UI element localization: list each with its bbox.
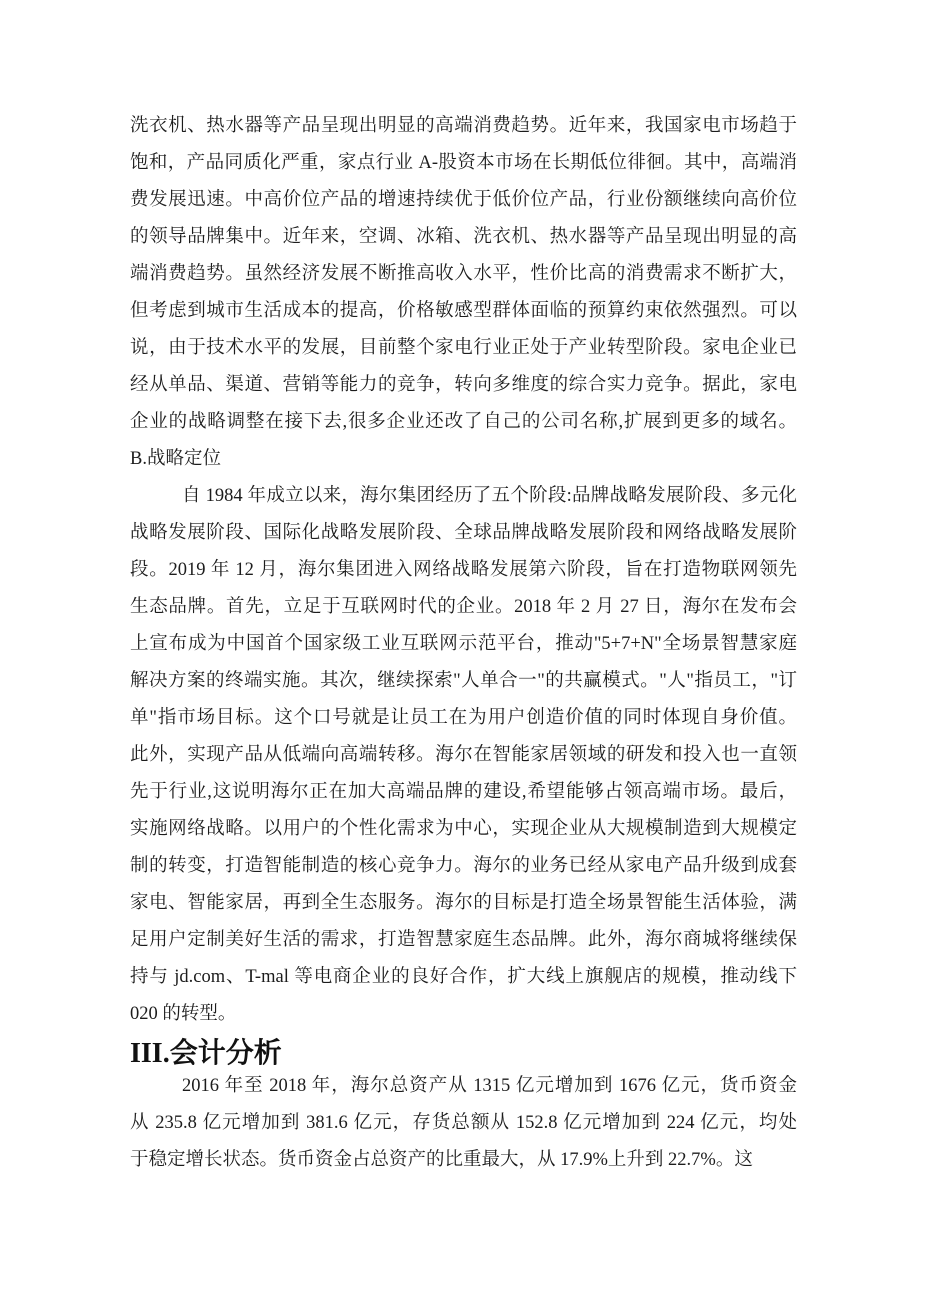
paragraph-haier-strategy-line: 持与 jd.com、T-mal 等电商企业的良好合作，扩大线上旗舰店的规模，推动线下	[130, 967, 797, 987]
paragraph-haier-strategy-line: 解决方案的终端实施。其次，继续探索"人单合一"的共赢模式。"人"指员工，"订	[130, 671, 797, 691]
paragraph-haier-strategy-line: 此外，实现产品从低端向高端转移。海尔在智能家居领域的研发和投入也一直领	[130, 745, 797, 765]
subheading-strategic-positioning: B.战略定位	[130, 449, 221, 469]
paragraph-haier-strategy-line: 先于行业,这说明海尔正在加大高端品牌的建设,希望能够占领高端市场。最后，	[130, 782, 797, 802]
paragraph-accounting-figures-line: 2016 年至 2018 年，海尔总资产从 1315 亿元增加到 1676 亿元，货币资金	[182, 1076, 797, 1096]
paragraph-industry-overview-line: 企业的战略调整在接下去,很多企业还改了自己的公司名称,扩展到更多的域名。	[130, 412, 797, 432]
paragraph-industry-overview-line: 饱和，产品同质化严重，家点行业 A-股资本市场在长期低位徘徊。其中，高端消	[130, 153, 797, 173]
paragraph-haier-strategy-line: 上宣布成为中国首个国家级工业互联网示范平台，推动"5+7+N"全场景智慧家庭	[130, 634, 797, 654]
section-heading-text: 会计分析	[169, 1037, 282, 1068]
paragraph-haier-strategy-line: 生态品牌。首先，立足于互联网时代的企业。2018 年 2 月 27 日，海尔在发布会	[130, 597, 797, 617]
paragraph-accounting-figures-line: 于稳定增长状态。货币资金占总资产的比重最大，从 17.9%上升到 22.7%。这	[130, 1150, 753, 1170]
paragraph-industry-overview-line: 经从单品、渠道、营销等能力的竞争，转向多维度的综合实力竞争。据此，家电	[130, 375, 797, 395]
paragraph-accounting-figures-line: 从 235.8 亿元增加到 381.6 亿元，存货总额从 152.8 亿元增加到 224 亿元，均处	[130, 1113, 797, 1133]
paragraph-industry-overview-line: 的领导品牌集中。近年来，空调、冰箱、洗衣机、热水器等产品呈现出明显的高	[130, 227, 797, 247]
paragraph-haier-strategy-line: 实施网络战略。以用户的个性化需求为中心，实现企业从大规模制造到大规模定	[130, 819, 797, 839]
paragraph-haier-strategy-line: 制的转变，打造智能制造的核心竞争力。海尔的业务已经从家电产品升级到成套	[130, 856, 797, 876]
paragraph-industry-overview-line: 洗衣机、热水器等产品呈现出明显的高端消费趋势。近年来，我国家电市场趋于	[130, 116, 797, 136]
paragraph-industry-overview-line: 但考虑到城市生活成本的提高，价格敏感型群体面临的预算约束依然强烈。可以	[130, 301, 797, 321]
paragraph-haier-strategy-line: 战略发展阶段、国际化战略发展阶段、全球品牌战略发展阶段和网络战略发展阶	[130, 523, 797, 543]
paragraph-haier-strategy-line: 自 1984 年成立以来，海尔集团经历了五个阶段:品牌战略发展阶段、多元化	[182, 486, 797, 506]
section-heading-number: III.	[130, 1038, 170, 1069]
paragraph-haier-strategy-line: 段。2019 年 12 月，海尔集团进入网络战略发展第六阶段，旨在打造物联网领先	[130, 560, 797, 580]
paragraph-industry-overview-line: 费发展迅速。中高价位产品的增速持续优于低价位产品，行业份额继续向高价位	[130, 190, 797, 210]
paragraph-haier-strategy-line: 单"指市场目标。这个口号就是让员工在为用户创造价值的同时体现自身价值。	[130, 708, 797, 728]
paragraph-haier-strategy-line: 足用户定制美好生活的需求，打造智慧家庭生态品牌。此外，海尔商城将继续保	[130, 930, 797, 950]
paragraph-haier-strategy-line: 020 的转型。	[130, 1004, 237, 1024]
paragraph-haier-strategy-line: 家电、智能家居，再到全生态服务。海尔的目标是打造全场景智能生活体验，满	[130, 893, 797, 913]
paragraph-industry-overview-line: 端消费趋势。虽然经济发展不断推高收入水平，性价比高的消费需求不断扩大，	[130, 264, 797, 284]
paragraph-industry-overview-line: 说，由于技术水平的发展，目前整个家电行业正处于产业转型阶段。家电企业已	[130, 338, 797, 358]
